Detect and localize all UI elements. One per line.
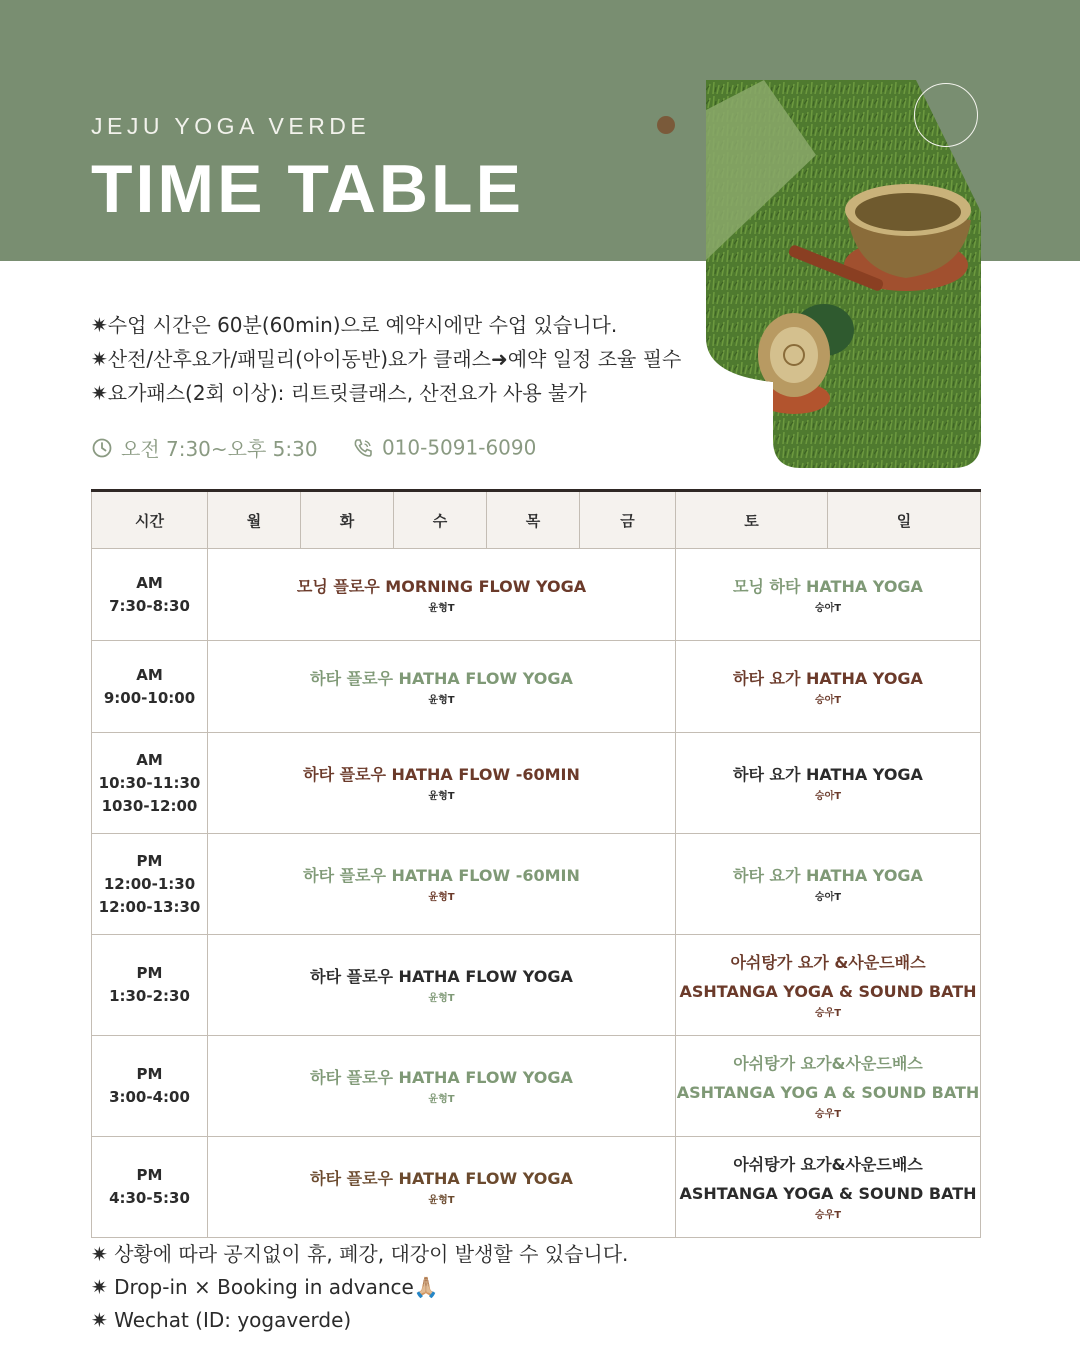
- page-title: TIME TABLE: [91, 151, 524, 227]
- weekday-class[interactable]: [208, 935, 676, 1036]
- time-range-alt: 1030-12:00: [101, 796, 198, 815]
- note-line: ✷산전/산후요가/패밀리(아이동반)요가 클래스➜예약 일정 조율 필수: [91, 347, 682, 371]
- header-mon: 월: [208, 491, 301, 549]
- weekend-class[interactable]: [676, 1137, 981, 1238]
- header-thu: 목: [487, 491, 580, 549]
- instructor: 윤형T: [428, 602, 455, 614]
- instructor: 승아T: [814, 602, 842, 614]
- timetable: [91, 489, 981, 1238]
- note-line: ✷수업 시간은 60분(60min)으로 예약시에만 수업 있습니다.: [91, 313, 618, 337]
- time-slot: [92, 641, 208, 733]
- time-period: PM: [136, 1065, 163, 1083]
- header-time: 시간: [92, 491, 208, 549]
- class-name-en: ASHTANGA YOGA & SOUND BATH: [679, 1184, 977, 1203]
- table-row: [92, 1036, 981, 1137]
- note-line: ✷요가패스(2회 이상): 리트릿클래스, 산전요가 사용 불가: [91, 381, 587, 405]
- instructor: 승아T: [814, 791, 842, 802]
- time-slot: [92, 1137, 208, 1238]
- time-range: 12:00-1:30: [103, 874, 196, 893]
- contact-info: [91, 433, 536, 462]
- table-row: [92, 549, 981, 641]
- phone-number[interactable]: 010-5091-6090: [381, 435, 537, 460]
- weekday-class[interactable]: [208, 549, 676, 641]
- time-range: 1:30-2:30: [109, 987, 190, 1005]
- header-sun: 일: [828, 491, 981, 549]
- weekday-class[interactable]: [208, 733, 676, 834]
- class-notes: [91, 308, 681, 410]
- time-slot: [92, 733, 208, 834]
- instructor: 윤형T: [428, 892, 455, 903]
- class-name: 하타 플로우 HATHA FLOW YOGA: [310, 967, 573, 986]
- time-slot: [92, 935, 208, 1036]
- class-name: 하타 플로우 HATHA FLOW YOGA: [310, 668, 573, 688]
- class-name: 모닝 플로우 MORNING FLOW YOGA: [296, 576, 587, 596]
- class-name: 하타 플로우 HATHA FLOW -60MIN: [303, 866, 580, 885]
- time-period: AM: [136, 750, 163, 769]
- class-name-ko: 아쉬탕가 요가&사운드배스: [733, 1054, 923, 1073]
- brand-name: JEJU YOGA VERDE: [91, 113, 371, 139]
- weekend-class[interactable]: [676, 1036, 981, 1137]
- class-name-en: ASHTANGA YOGA & SOUND BATH: [679, 982, 977, 1001]
- class-name-en: ASHTANGA YOG A & SOUND BATH: [676, 1083, 980, 1102]
- class-name: 하타 요가 HATHA YOGA: [733, 765, 923, 784]
- class-name-ko: 아쉬탕가 요가&사운드배스: [733, 1155, 923, 1174]
- class-name: 하타 요가 HATHA YOGA: [733, 866, 923, 885]
- instructor: 윤형T: [428, 1195, 455, 1206]
- weekday-class[interactable]: [208, 641, 676, 733]
- footer-notes: [91, 1238, 628, 1337]
- header-wed: 수: [394, 491, 487, 549]
- weekend-class[interactable]: [676, 935, 981, 1036]
- class-name: 하타 플로우 HATHA FLOW YOGA: [310, 1068, 573, 1087]
- table-row: [92, 834, 981, 935]
- header-fri: 금: [580, 491, 676, 549]
- table-row: [92, 641, 981, 733]
- footer-line: ✷ Wechat (ID: yogaverde): [91, 1308, 352, 1332]
- instructor: 승아T: [814, 892, 842, 903]
- table-row: [92, 733, 981, 834]
- instructor: 윤형T: [428, 993, 455, 1004]
- weekend-class[interactable]: [676, 733, 981, 834]
- header-tue: 화: [301, 491, 394, 549]
- time-period: AM: [136, 665, 163, 684]
- time-range-alt: 12:00-13:30: [98, 897, 201, 916]
- instructor: 윤형T: [428, 791, 455, 802]
- table-row: [92, 935, 981, 1036]
- time-period: AM: [136, 573, 163, 592]
- table-row: [92, 1137, 981, 1238]
- time-period: PM: [136, 851, 163, 870]
- footer-line: ✷ Drop-in × Booking in advance🙏🏼: [91, 1275, 439, 1299]
- time-period: PM: [136, 964, 163, 982]
- weekday-class[interactable]: [208, 1137, 676, 1238]
- timetable-header-row: [92, 491, 981, 549]
- weekend-class[interactable]: [676, 641, 981, 733]
- clock-icon: [91, 437, 113, 459]
- time-slot: [92, 1036, 208, 1137]
- decorative-ring: [914, 83, 978, 147]
- time-range: 10:30-11:30: [98, 773, 201, 792]
- decorative-dot: [657, 116, 675, 134]
- class-name: 모닝 하타 HATHA YOGA: [733, 576, 923, 596]
- class-name: 하타 요가 HATHA YOGA: [733, 668, 923, 688]
- time-slot: [92, 834, 208, 935]
- weekend-class[interactable]: [676, 549, 981, 641]
- instructor: 승아T: [814, 694, 842, 706]
- weekday-class[interactable]: [208, 834, 676, 935]
- instructor: 승우T: [814, 1008, 842, 1019]
- instructor: 승우T: [814, 1210, 842, 1221]
- class-name: 하타 플로우 HATHA FLOW YOGA: [310, 1169, 573, 1188]
- time-range: 3:00-4:00: [109, 1088, 190, 1106]
- time-slot: [92, 549, 208, 641]
- class-name-ko: 아쉬탕가 요가 &사운드배스: [730, 953, 926, 972]
- opening-hours: 오전 7:30~오후 5:30: [121, 437, 318, 461]
- footer-line: ✷ 상황에 따라 공지없이 휴, 폐강, 대강이 발생할 수 있습니다.: [91, 1242, 629, 1266]
- instructor: 승우T: [814, 1109, 842, 1120]
- instructor: 윤형T: [428, 694, 455, 706]
- class-name: 하타 플로우 HATHA FLOW -60MIN: [303, 765, 580, 784]
- phone-icon: [352, 437, 374, 459]
- weekend-class[interactable]: [676, 834, 981, 935]
- header-sat: 토: [676, 491, 828, 549]
- time-range: 7:30-8:30: [109, 596, 190, 615]
- time-period: PM: [136, 1166, 163, 1184]
- time-range: 9:00-10:00: [103, 688, 196, 707]
- time-range: 4:30-5:30: [109, 1189, 190, 1207]
- weekday-class[interactable]: [208, 1036, 676, 1137]
- instructor: 윤형T: [428, 1094, 455, 1105]
